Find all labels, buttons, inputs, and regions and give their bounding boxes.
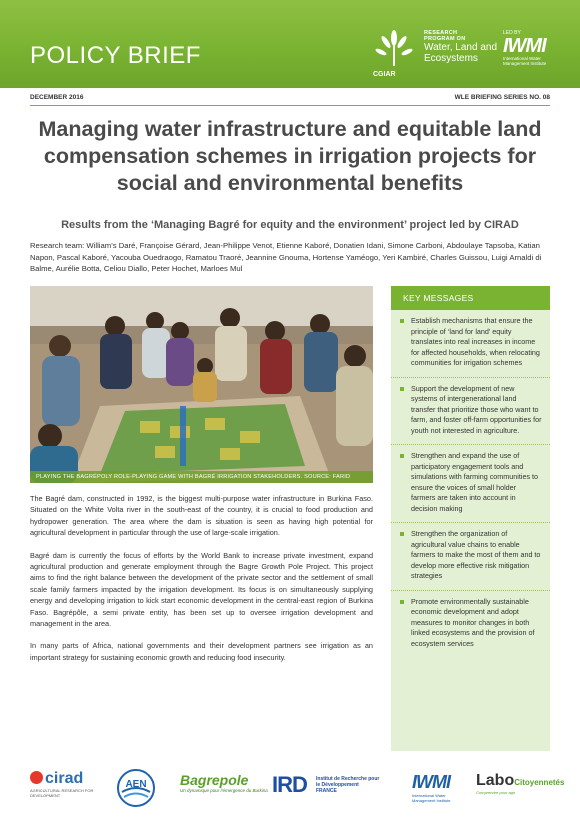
partner-logos xyxy=(0,760,580,825)
body-text xyxy=(30,493,373,674)
aen-emblem-icon xyxy=(116,768,156,808)
cirad-logo: cirad AGRICULTURAL RESEARCH FOR DEVELOPMENT xyxy=(30,770,94,798)
ird-logo: IRD Institut de Recherche pour le Développement FRANCE xyxy=(272,772,380,797)
brief-label: POLICY BRIEF xyxy=(30,42,201,69)
photo-illustration xyxy=(30,286,373,483)
bullet-icon xyxy=(400,319,404,323)
stakeholder-game-photo xyxy=(30,286,373,483)
header-banner xyxy=(0,0,580,88)
cgiar-logo-icon xyxy=(372,28,416,74)
iwmi-header-logo: LED BY IWMI International Water Management Institute xyxy=(503,30,547,66)
aen-logo xyxy=(116,768,156,813)
bagrepole-logo: Bagrepole Un dynamique pour l’émergence du Burkina xyxy=(180,772,268,793)
bullet-icon xyxy=(400,600,404,604)
key-message-item: Establish mechanisms that ensure the principle of ‘land for land’ equity translates into real increases in income for affected households, when relocating communities for irrigation schemes xyxy=(391,310,550,378)
wle-program-logo: RESEARCH PROGRAM ON Water, Land and Ecosystems xyxy=(424,30,498,64)
labo-citoyennetes-logo: LaboCitoyennetés Comprendre pour agir xyxy=(476,772,565,795)
cirad-dot-icon xyxy=(30,771,43,784)
cgiar-label: CGIAR xyxy=(373,71,396,78)
key-messages-heading: KEY MESSAGES xyxy=(391,286,550,310)
body-paragraph: The Bagré dam, constructed in 1992, is the biggest multi-purpose water infrastructure in Burkina Faso. Situated on the White Volta river in the south-east of the country, it is crucial to food production and hydropower generation. The area where the dam is situation is seen as having high potential for agricultural development in particular through the use of large-scale irrigation. xyxy=(30,494,373,538)
bullet-icon xyxy=(400,532,404,536)
photo-caption: PLAYING THE BAGRÉPOLY ROLE-PLAYING GAME WITH BAGRÉ IRRIGATION STAKEHOLDERS. SOURCE: FARID TRAORÉ xyxy=(30,471,373,483)
publication-date: DECEMBER 2016 xyxy=(30,94,84,101)
key-message-item: Support the development of new systems of intergenerational land transfer that prioritize those who want to farm, and foster off-farm opportunities for youth not interested in agriculture. xyxy=(391,378,550,446)
key-message-item: Promote environmentally sustainable economic development and adopt measures to monitor changes in both linked ecosystems and the provision of ecosystem services xyxy=(391,591,550,658)
page-subtitle: Results from the ‘Managing Bagré for equity and the environment’ project led by CIRAD xyxy=(61,219,519,231)
bullet-icon xyxy=(400,454,404,458)
series-number: WLE BRIEFING SERIES NO. 08 xyxy=(454,94,550,101)
body-paragraph: In many parts of Africa, national governments and their development partners see irrigation as an important strategy for sustaining economic growth and reducing food insecurity. xyxy=(30,641,373,662)
aen-label: AEN xyxy=(125,779,147,790)
body-paragraph: Bagré dam is currently the focus of efforts by the World Bank to increase private investment, expand agricultural production and generate employment through the Bagre Growth Pole Project. This project aims to find the right balance between the development of the private sector and the settlement of small scale family farmers impacted by the irrigation development. Its focus is on simultaneously supplying energy and developing irrigation to kick start economic development in the central-east region of Burkina Faso. Bagrépôle, a semi private entity, has been set up to oversee irrigation development and management in the area. xyxy=(30,550,373,629)
research-team: Research team: William’s Daré, Françoise Gérard, Jean-Philippe Venot, Etienne Kaboré, Donatien Idani, Simone Carboni, Abdoulaye Tapsoba, Katian Napon, Pascal Kaboré, Yacouba Ouedraogo, Ramatou Traoré, Jeannine Gnouma, Hortense Yaméogo, Yeri Kambiré, Charles Guissou, Luigi Arnaldi di Balme, Aurélie Botta, Celiou Diallo, Peter Hochet, Marloes Mul xyxy=(30,241,542,273)
key-message-item: Strengthen the organization of agricultural value chains to enable farmers to make the most of them and to develop more effective risk mitigation strategies xyxy=(391,523,550,591)
key-message-item: Strengthen and expand the use of participatory engagement tools and simulations with farming communities to ensure the voices of small holder farmers are taken into account in decision making xyxy=(391,445,550,523)
bullet-icon xyxy=(400,387,404,391)
key-messages-panel xyxy=(391,286,550,751)
page-title: Managing water infrastructure and equitable land compensation schemes in irrigation projects for social and environmental benefits xyxy=(38,117,542,195)
iwmi-footer-logo: IWMI International Water Management Institute xyxy=(412,772,451,803)
date-series-bar xyxy=(30,92,550,106)
